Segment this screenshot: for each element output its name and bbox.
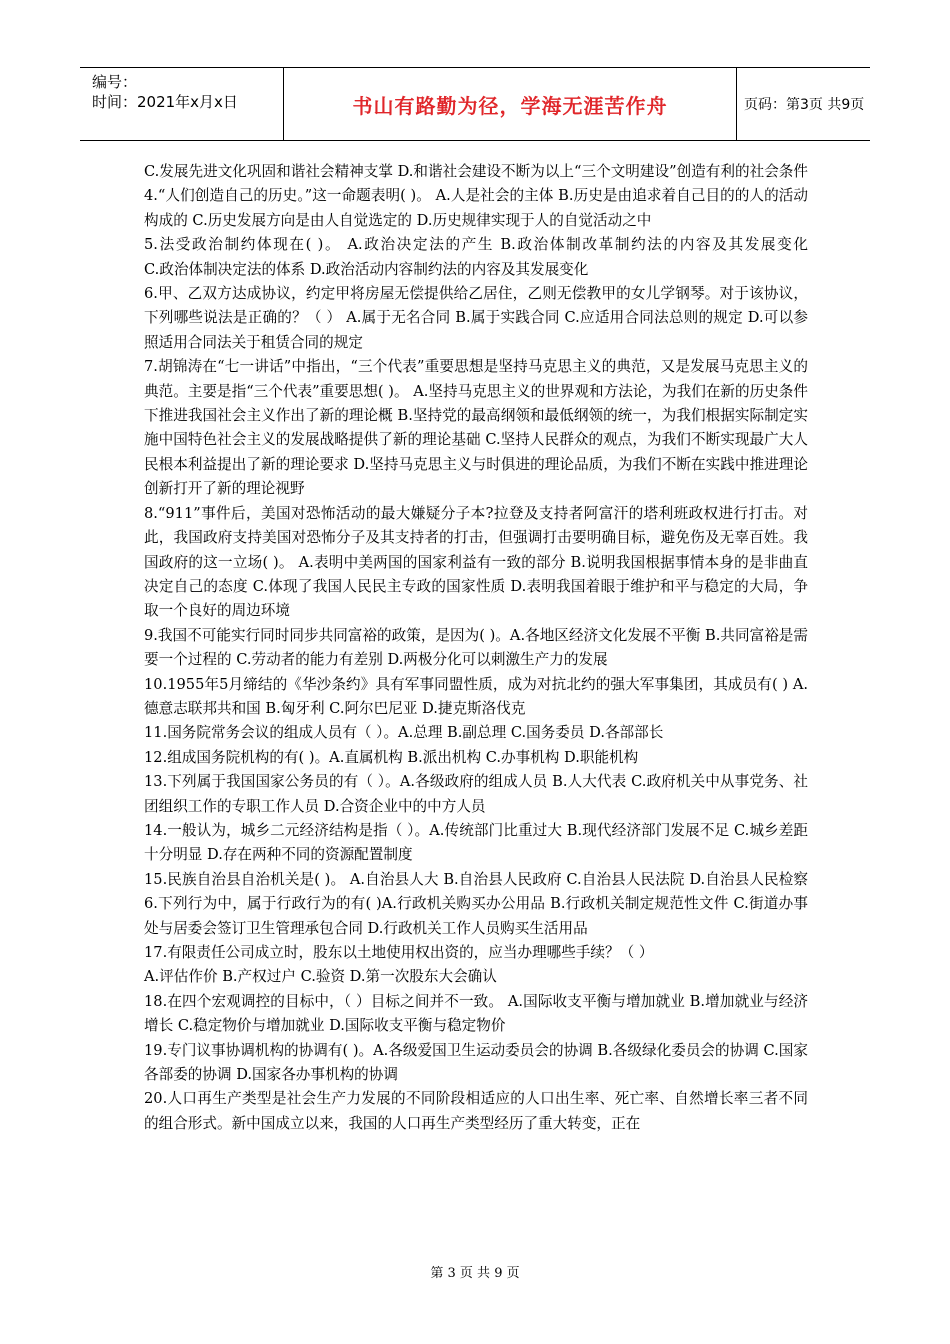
paragraph: 19.专门议事协调机构的协调有( )。A.各级爱国卫生运动委员会的协调 B.各级绿化委员会的协调 C.国家各部委的协调 D.国家各办事机构的协调 [144,1041,808,1084]
paragraph: A.评估作价 B.产权过户 C.验资 D.第一次股东大会确认 [144,968,497,986]
paragraph: 11.国务院常务会议的组成人员有（ ）。A.总理 B.副总理 C.国务委员 D.各部部长 [144,724,664,742]
paragraph: 14.一般认为，城乡二元经济结构是指（ ）。A.传统部门比重过大 B.现代经济部门发展不足 C.城乡差距十分明显 D.存在两种不同的资源配置制度 [144,821,808,864]
document-body [144,160,881,1136]
header-motto: 书山有路勤为径，学海无涯苦作舟 [284,68,737,140]
paragraph: C.发展先进文化巩固和谐社会精神支掌 D.和谐社会建设不断为以上“三个文明建设”创造有利的社会条件 4.“人们创造自己的历史。”这一命题表明( )。 A.人是社会的主体 B.历史是由追求着自己目的的人的活动构成的 C.历史发展方向是由人自觉选定的 D.历史规律实现于人的自觉活动之中 [144,163,808,229]
header-meta [80,68,284,140]
paragraph: 5.法受政治制约体现在( )。 A.政治决定法的产生 B.政治体制改革制约法的内容及其发展变化 C.政治体制决定法的体系 D.政治活动内容制约法的内容及其发展变化 [144,236,881,278]
paragraph: 13.下列属于我国国家公务员的有（ ）。A.各级政府的组成人员 B.人大代表 C.政府机关中从事党务、社团组织工作的专职工作人员 D.合资企业中的中方人员 [144,773,808,815]
document-number-label: 编号： [92,73,138,91]
paragraph: 9.我国不可能实行同时同步共同富裕的政策，是因为( )。A.各地区经济文化发展不平衡 B.共同富裕是需要一个过程的 C.劳动者的能力有差别 D.两极分化可以刺激生产力的发展 [144,626,808,669]
paragraph: 17.有限责任公司成立时，股东以土地使用权出资的，应当办理哪些手续？（ ） [144,944,654,961]
document-time-label: 时间：2021年x月x日 [92,93,238,111]
paragraph: 20.人口再生产类型是社会生产力发展的不同阶段相适应的人口出生率、死亡率、自然增长率三者不同的组合形式。新中国成立以来，我国的人口再生产类型经历了重大转变，正在 [144,1090,808,1132]
paragraph: 8.“911”事件后，美国对恐怖活动的最大嫌疑分子本?拉登及支持者阿富汗的塔利班政权进行打击。对此，我国政府支持美国对恐怖分子及其支持者的打击，但强调打击要明确目标，避免伤及无辜百姓。我国政府的这一立场( )。 A.表明中美两国的国家利益有一致的部分 B.说明我国根据事情本身的是非曲直决定自己的态度 C.体现了我国人民民主专政的国家性质 D.表明我国着眼于维护和平与稳定的大局，争取一个良好的周边环境 [144,504,808,620]
paragraph: 7.胡锦涛在“七一讲话”中指出，“三个代表”重要思想是坚持马克思主义的典范，又是发展马克思主义的典范。主要是指“三个代表”重要思想( )。 A.坚持马克思主义的世界观和方法论，为我们在新的历史条件下推进我国社会主义作出了新的理论概 B.坚持党的最高纲领和最低纲领的统一，为我们根据实际制定实施中国特色社会主义的发展战略提供了新的理论基础 C.坚持人民群众的观点，为我们不断实现最广大人民根本利益提出了新的理论要求 D.坚持马克思主义与时俱进的理论品质，为我们不断在实践中推进理论创新打开了新的理论视野 [144,358,808,498]
paragraph: 12.组成国务院机构的有( )。A.直属机构 B.派出机构 C.办事机构 D.职能机构 [144,748,639,766]
paragraph: 15.民族自治县自治机关是( )。 A.自治县人大 B.自治县人民政府 C.自治县人民法院 D.自治县人民检察 6.下列行为中，属于行政行为的有( )A.行政机关购买办公用品 B.行政机关制定规范性文件 C.街道办事处与居委会签订卫生管理承包合同 D.行政机关工作人员购买生活用品 [144,870,808,937]
paragraph: 18.在四个宏观调控的目标中，（ ）目标之间并不一致。 A.国际收支平衡与增加就业 B.增加就业与经济增长 C.稳定物价与增加就业 D.国际收支平衡与稳定物价 [144,992,808,1035]
page-footer: 第 3 页 共 9 页 [430,1266,520,1281]
paragraph: 6.甲、乙双方达成协议，约定甲将房屋无偿提供给乙居住，乙则无偿教甲的女儿学钢琴。对于该协议，下列哪些说法是正确的？（ ） A.属于无名合同 B.属于实践合同 C.应适用合同法总则的规定 D.可以参照适用合同法关于租赁合同的规定 [144,285,808,351]
header-page-number: 页码：第3页 共9页 [744,97,865,113]
page-header [80,67,870,141]
paragraph: 10.1955年5月缔结的《华沙条约》具有军事同盟性质，成为对抗北约的强大军事集团，其成员有( ) A.德意志联邦共和国 B.匈牙利 C.阿尔巴尼亚 D.捷克斯洛伐克 [144,675,808,717]
